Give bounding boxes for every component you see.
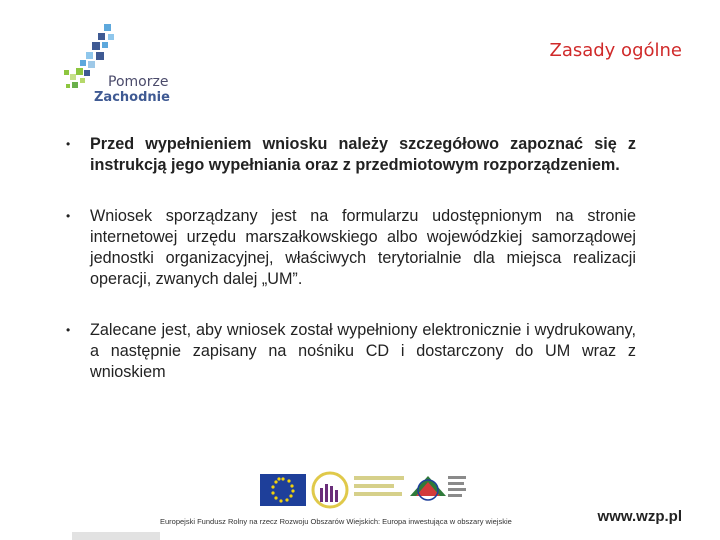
eu-flag-icon [260,474,306,506]
bullet-marker: • [66,137,71,151]
leader-logo-icon [313,473,404,507]
website-link[interactable]: www.wzp.pl [597,508,682,525]
bullet-list [66,134,636,413]
funding-logos [258,466,468,514]
bullet-item [66,206,636,290]
footer-bar [72,532,160,540]
bullet-item [66,134,636,176]
footer-caption: Europejski Fundusz Rolny na rzecz Rozwoju Obszarów Wiejskich: Europa inwestująca w obszary wiejskie [160,517,512,526]
logo-text-line1: Pomorze [108,74,169,90]
slide-title: Zasady ogólne [549,40,682,61]
bullet-text: Przed wypełnieniem wniosku należy szczegółowo zapoznać się z instrukcją jego wypełniania oraz z przedmiotowym rozporządzeniem. [90,135,636,174]
bullet-marker: • [66,209,71,223]
bullet-text: Zalecane jest, aby wniosek został wypełniony elektronicznie i wydrukowany, a następnie zapisany na nośniku CD i dostarczony do UM wraz z wnioskiem [90,321,636,381]
bullet-item [66,320,636,383]
logo-text-line2: Zachodnie [94,90,170,105]
prow-logo-icon [410,476,466,500]
bullet-marker: • [66,323,71,337]
bullet-text: Wniosek sporządzany jest na formularzu udostępnionym na stronie internetowej urzędu marszałkowskiego albo wojewódzkiej samorządowej jednostki organizacyjnej, właściwych terytorialnie dla miejsca realizacji operacji, zwanych dalej „UM”. [90,207,636,288]
